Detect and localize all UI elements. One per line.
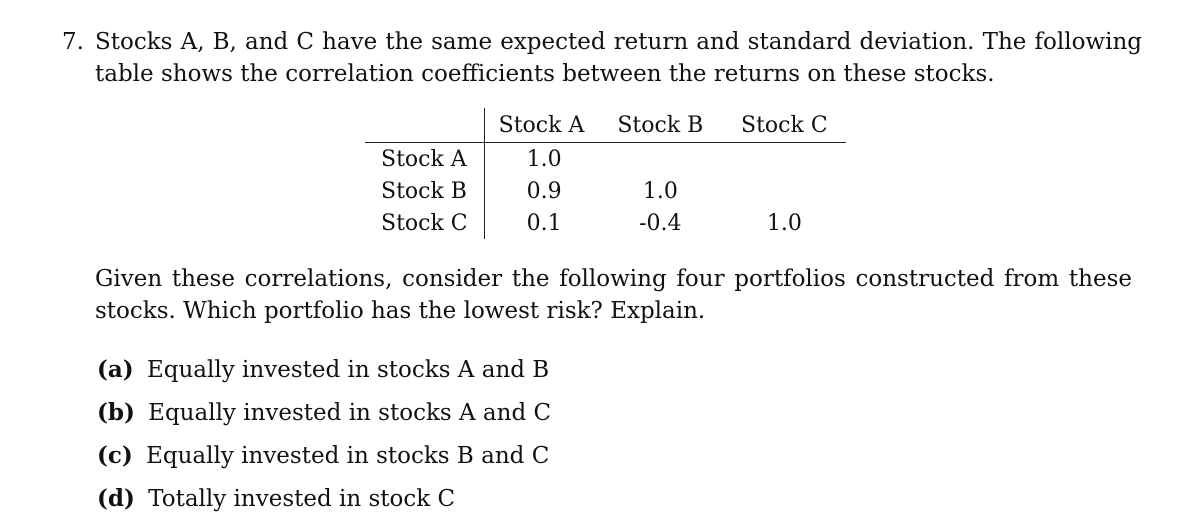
table-cell: 0.9 — [526, 178, 562, 204]
option-c — [97, 438, 551, 481]
option-d — [97, 481, 551, 524]
question-prompt: Given these correlations, consider the following four portfolios constructed from these stocks. Which portfolio has the lowest risk? Explain. — [95, 266, 1132, 324]
answer-options — [97, 352, 551, 524]
table-row — [365, 175, 846, 207]
option-text: Equally invested in stocks A and C — [148, 400, 552, 426]
option-label: (b) — [97, 399, 135, 426]
table-row — [365, 143, 846, 176]
table-header-row — [365, 108, 846, 143]
option-a — [97, 352, 551, 395]
column-header-stock-c: Stock C — [722, 108, 846, 143]
correlation-table — [365, 108, 846, 239]
table-cell — [722, 143, 846, 176]
table-cell — [722, 175, 846, 207]
question — [62, 26, 1142, 90]
column-header-stock-a: Stock A — [484, 108, 598, 143]
table-cell: 1.0 — [766, 210, 802, 236]
table-cell: -0.4 — [639, 210, 682, 236]
row-header-stock-b: Stock B — [365, 175, 484, 207]
option-label: (a) — [97, 356, 134, 383]
table-cell: 1.0 — [526, 146, 562, 172]
question-text: Stocks A, B, and C have the same expected return and standard deviation. The following table shows the correlation coefficients between the returns on these stocks. — [95, 29, 1142, 87]
row-header-stock-c: Stock C — [365, 207, 484, 239]
option-text: Totally invested in stock C — [148, 486, 456, 512]
table-row — [365, 207, 846, 239]
table-cell: 1.0 — [642, 178, 678, 204]
table-corner-cell — [365, 108, 484, 143]
table-cell: 0.1 — [526, 210, 562, 236]
row-header-stock-a: Stock A — [365, 143, 484, 176]
option-label: (d) — [97, 485, 135, 512]
option-label: (c) — [97, 442, 133, 469]
option-b — [97, 395, 551, 438]
table-cell — [598, 143, 722, 176]
question-number: 7. — [62, 29, 84, 55]
column-header-stock-b: Stock B — [598, 108, 722, 143]
option-text: Equally invested in stocks B and C — [146, 443, 550, 469]
option-text: Equally invested in stocks A and B — [146, 357, 550, 383]
